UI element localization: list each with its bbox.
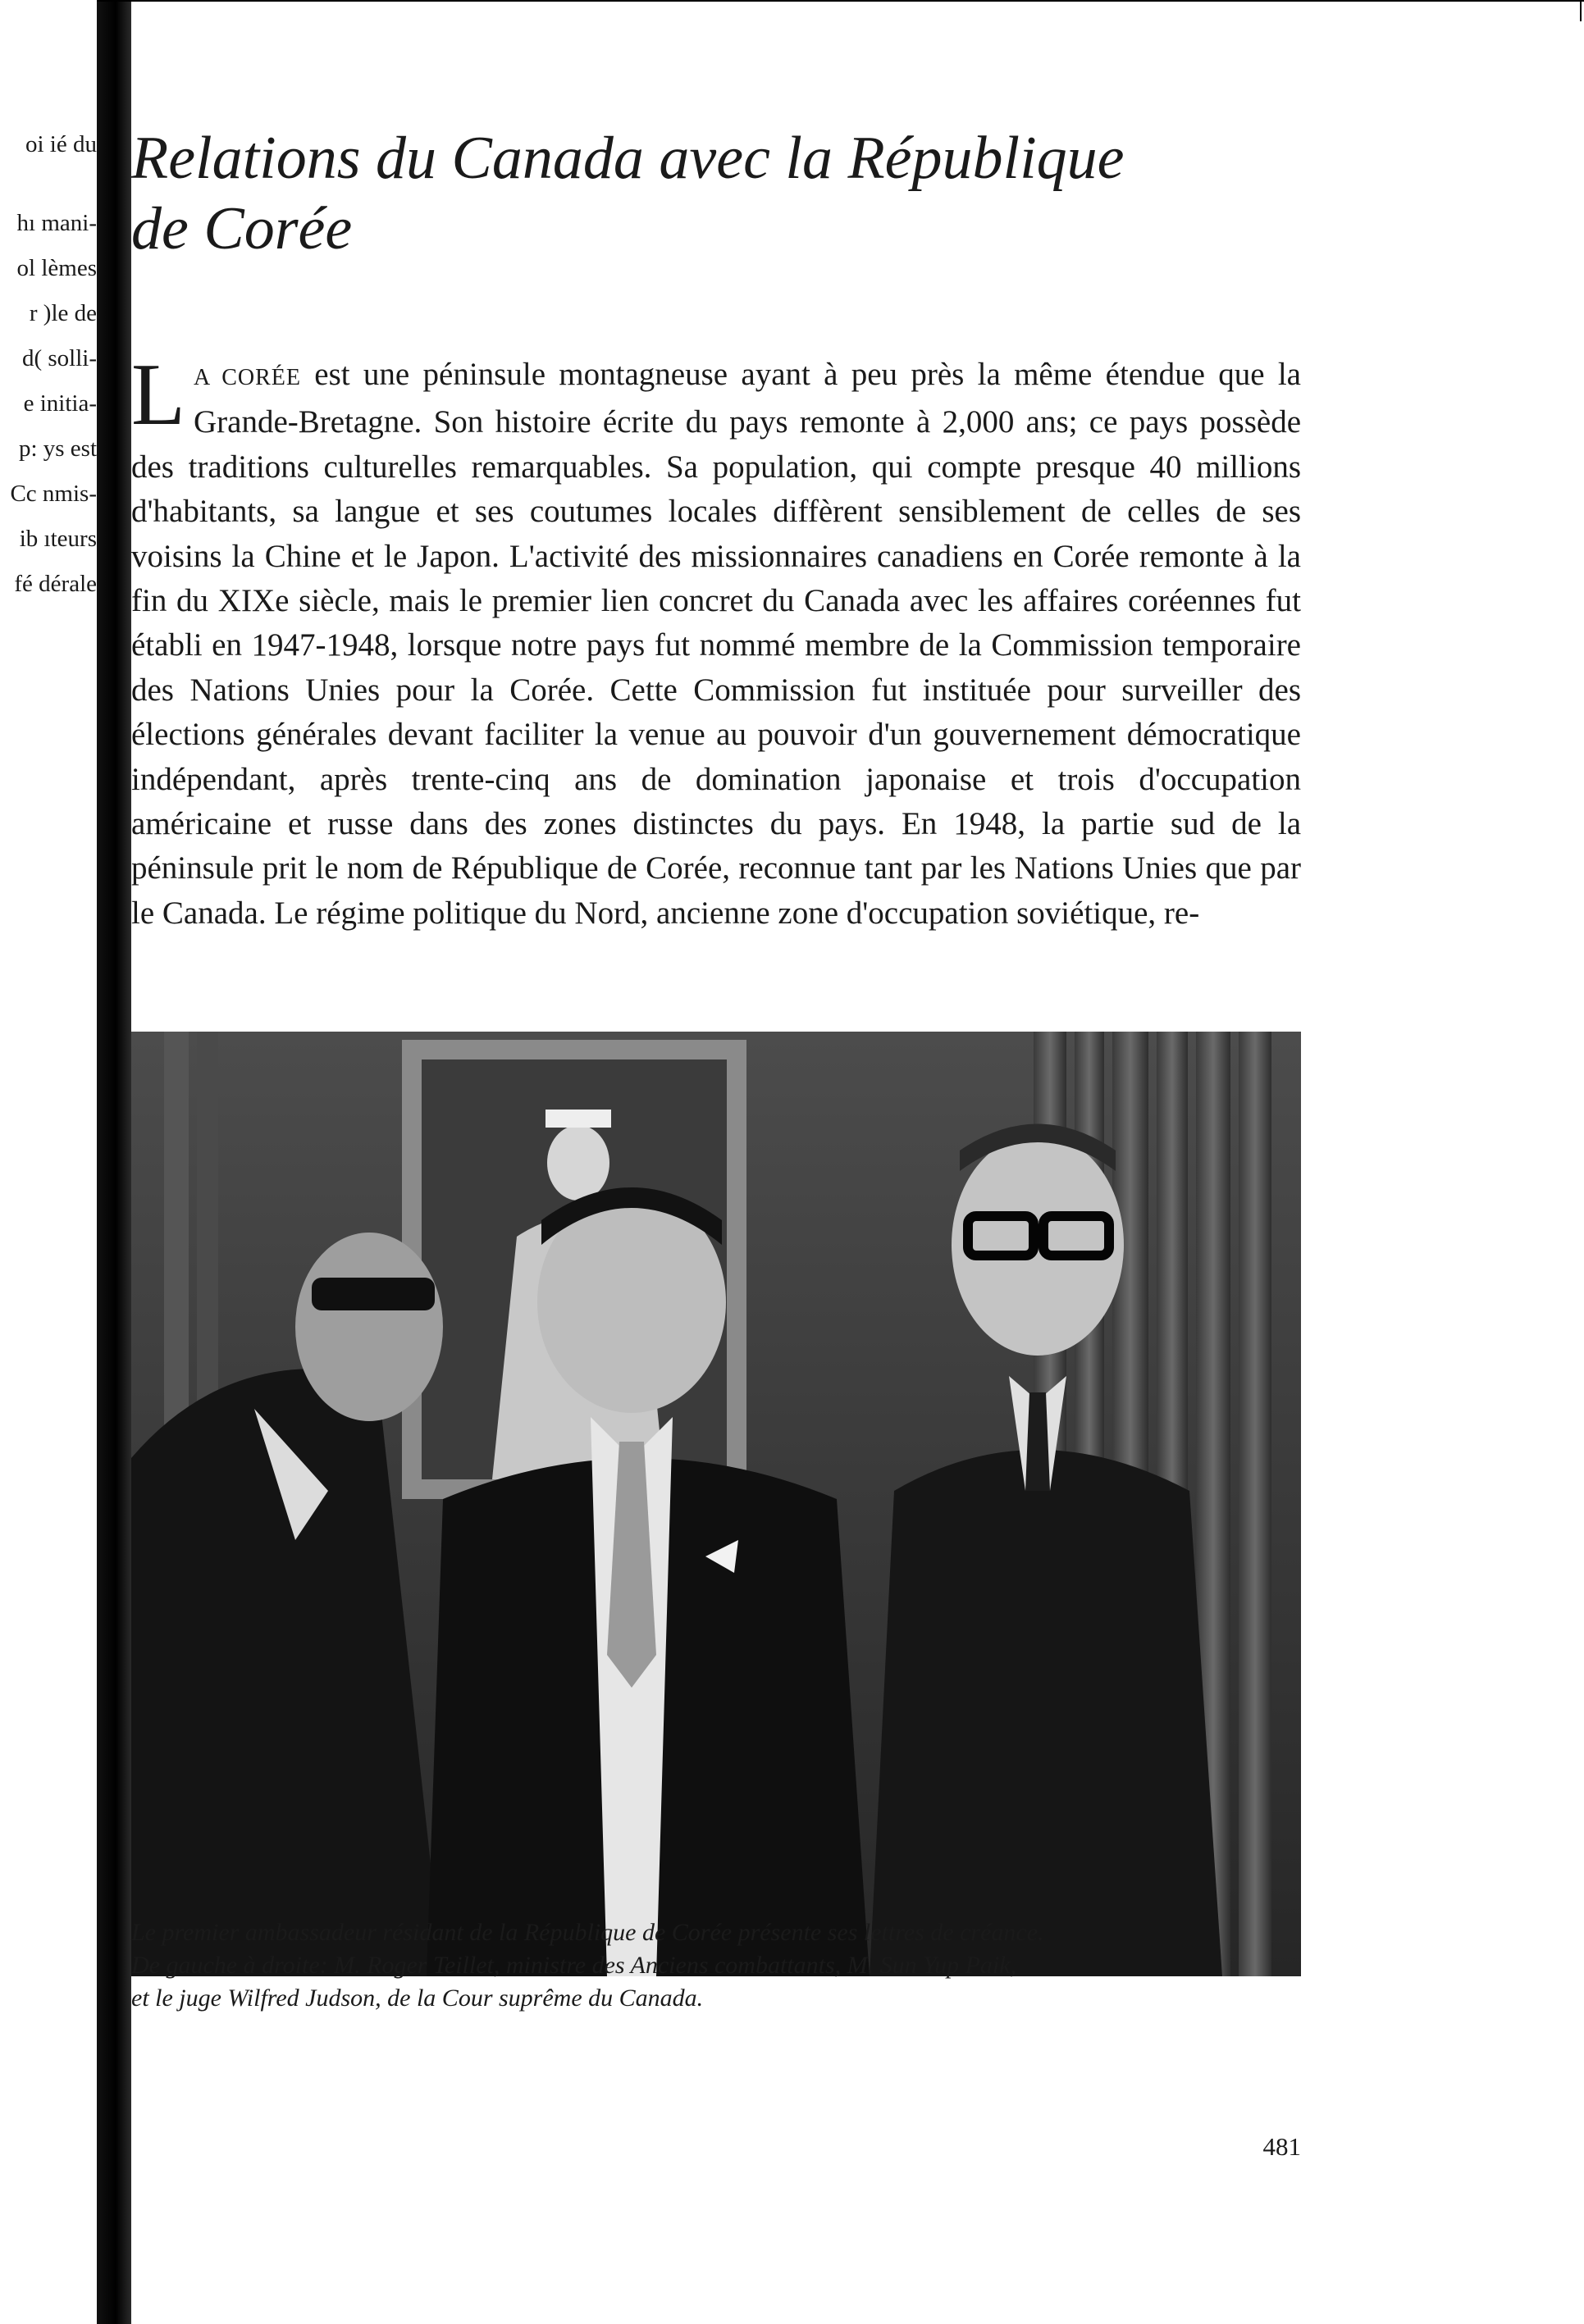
caption-line-1: Le premier ambassadeur résidant de la République de Corée présente ses lettres de créance. <box>131 1919 1044 1946</box>
margin-fragment: Cc nmis- <box>10 481 97 507</box>
margin-fragment: fé dérale <box>14 571 97 597</box>
page-top-edge <box>97 0 1584 2</box>
margin-fragment: d( solli- <box>21 345 97 371</box>
body-paragraph: est une péninsule montagneuse ayant à peu près la même étendue que la Grande-Bretagne. Son histoire écrite du pays remonte à 2,000 ans; ce pays possède des traditions culturelles remarquables. Sa population, qui compte presque 40 millions d'habitants, sa langue et ses coutumes locales diffèrent sensiblement de celles de ses voisins la Chine et le Japon. L'activité des missionnaires canadiens en Corée remonte à la fin du XIXe siècle, mais le premier lien concret du Canada avec les affaires coréennes fut établi en 1947-1948, lorsque notre pays fut nommé membre de la Commission temporaire des Nations Unies pour la Corée. Cette Commission fut instituée pour surveiller des élections générales devant faciliter la venue au pouvoir d'un gouvernement démocratique indépendant, après trente-cinq ans de domination japonaise et trois d'occupation américaine et russe dans des zones distinctes du pays. En 1948, la partie sud de la péninsule prit le nom de République de Corée, reconnue tant par les Nations Unies que par le Canada. Le régime politique du Nord, ancienne zone d'occupation soviétique, re- <box>131 357 1301 931</box>
margin-fragment: p: ys est <box>18 435 97 462</box>
article-photo <box>131 1032 1301 1976</box>
page-number: 481 <box>1262 2132 1301 2161</box>
margin-fragment: oi ié du <box>25 131 97 157</box>
margin-fragment: hı mani- <box>16 210 97 236</box>
margin-fragment: e initia- <box>23 390 97 417</box>
caption-line-3: et le juge Wilfred Judson, de la Cour suprême du Canada. <box>131 1985 704 2012</box>
book-spine-shadow <box>97 0 131 2324</box>
page-corner-mark <box>1580 0 1582 21</box>
margin-fragment: ib ıteurs <box>19 526 97 552</box>
photo-caption <box>131 1916 1301 2015</box>
photo-illustration <box>131 1032 1301 1976</box>
article-body <box>131 346 1301 936</box>
margin-fragment: r )le de <box>29 300 97 326</box>
article-title <box>131 123 1362 264</box>
drop-cap: L <box>131 346 185 444</box>
title-line-2: de Corée <box>131 195 353 262</box>
lead-in-smallcaps: A CORÉE <box>193 365 301 390</box>
title-line-1: Relations du Canada avec la République <box>131 125 1125 192</box>
previous-page-edge <box>0 0 98 984</box>
margin-fragment: ol lèmes <box>16 255 97 281</box>
caption-line-2: De gauche à droite: M. Roger Teillet, ministre des Anciens combattants, M. Sun Yup Paik, <box>131 1952 1017 1979</box>
